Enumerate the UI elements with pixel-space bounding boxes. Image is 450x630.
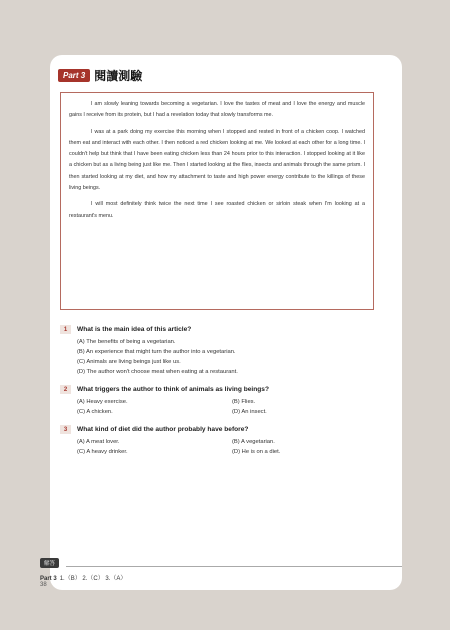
- option: (C) Animals are living beings just like us.: [77, 359, 181, 365]
- option: (B) A vegetarian.: [232, 439, 275, 445]
- option: (C) A heavy drinker.: [77, 449, 128, 455]
- passage-paragraph: I am slowly leaning towards becoming a vegetarian. I love the tastes of meat and I love the energy and muscle gains I receive from its protein, but I had a revelation today that slowly transforms me.: [69, 101, 365, 119]
- question-number: 1: [60, 325, 71, 334]
- question-2: [60, 385, 380, 417]
- option: (B) Flies.: [232, 399, 256, 405]
- section-title: 閱讀測驗: [94, 69, 143, 83]
- passage-paragraph: I will most definitely think twice the next time I see roasted chicken or sirloin steak when I'm looking at a restaurant's menu.: [69, 201, 365, 219]
- question-1: [60, 325, 380, 377]
- divider: [66, 566, 402, 567]
- page-number: 38: [40, 582, 47, 588]
- option: (C) A chicken.: [77, 409, 113, 415]
- option: (A) The benefits of being a vegetarian.: [77, 339, 176, 345]
- question-text: What kind of diet did the author probably have before?: [77, 426, 249, 433]
- answer-badge: 解答: [40, 558, 59, 568]
- question-list: [60, 325, 380, 465]
- option: (B) An experience that might turn the author into a vegetarian.: [77, 349, 236, 355]
- question-text: What triggers the author to think of animals as living beings?: [77, 386, 269, 393]
- option: (D) He is on a diet.: [232, 449, 281, 455]
- reading-passage: [60, 92, 374, 310]
- question-number: 3: [60, 425, 71, 434]
- question-3: [60, 425, 380, 457]
- answer-part: Part 3: [40, 576, 57, 582]
- answer-values: 1.（B） 2.（C） 3.（A）: [59, 576, 127, 582]
- option: (D) The author won't choose meat when eating at a restaurant.: [77, 369, 238, 375]
- passage-paragraph: I was at a park doing my exercise this morning when I stopped and rested in front of a chicken coop. I watched them eat and interact with each other. I then noticed a red chicken looking at me. We looked at each other for a long time. I couldn't help but think that I have been eating chicken less than 24 hours prior to this interaction. I stopped looking at it like a chicken but as a living being just like me. Then I started looking at the flies, insects and animals through the same prism. I then started looking at my diet, and how my attachment to taste and high power energy contribute to the killings of these living beings.: [69, 128, 365, 192]
- option: (A) A meat lover.: [77, 439, 120, 445]
- section-header: [58, 67, 142, 84]
- part-badge: Part 3: [58, 69, 90, 82]
- answer-text: [40, 573, 402, 582]
- question-number: 2: [60, 385, 71, 394]
- option: (D) An insect.: [232, 409, 267, 415]
- question-text: What is the main idea of this article?: [77, 326, 192, 333]
- option: (A) Heavy exercise.: [77, 399, 128, 405]
- answer-key: [40, 552, 402, 582]
- book-page: [50, 55, 402, 590]
